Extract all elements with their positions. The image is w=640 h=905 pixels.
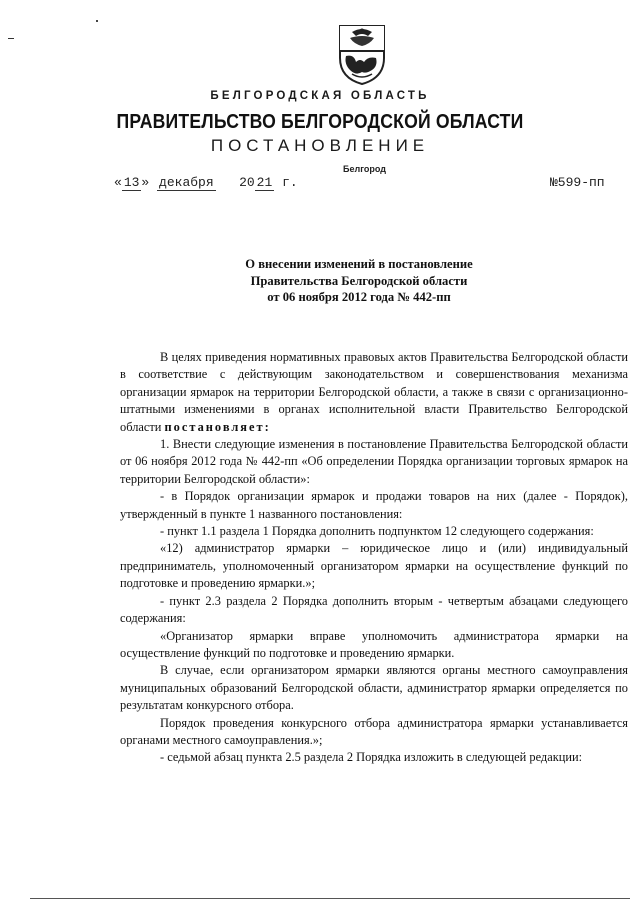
paragraph-organizer: «Организатор ярмарки вправе уполномочить администратора ярмарки на осуществление функций по подготовке и проведению ярмарки.	[120, 628, 628, 660]
paragraph-selection-procedure: Порядок проведения конкурсного отбора администратора ярмарки устанавливается органами местного самоуправления.»;	[120, 715, 628, 747]
document-type: ПОСТАНОВЛЕНИЕ	[210, 136, 430, 155]
date-year-prefix: 20	[239, 175, 255, 190]
preamble-text: В целях приведения нормативных правовых актов Правительства Белгородской области в соответствие с действующим законодательством и совершенствования механизма организации ярмарок на территории Белгородской области, а также в связи с организационно-штатными изменениями в органах исполнительной власти Правительство Белгородской области	[120, 350, 628, 434]
region-name: БЕЛГОРОДСКАЯ ОБЛАСТЬ	[210, 90, 430, 102]
page-bottom-edge	[30, 898, 630, 899]
city-name: Белгород	[343, 164, 386, 174]
date-close-quote: »	[141, 175, 150, 190]
margin-mark	[8, 38, 14, 39]
title-line-1: О внесении изменений в постановление	[245, 257, 473, 271]
government-name: ПРАВИТЕЛЬСТВО БЕЛГОРОДСКОЙ ОБЛАСТИ	[116, 110, 524, 133]
document-body	[120, 349, 628, 767]
scan-dot	[96, 20, 98, 22]
coat-of-arms-emblem	[334, 22, 390, 86]
date-year-unit: г.	[282, 175, 298, 190]
paragraph-point-2-5: - седьмой абзац пункта 2.5 раздела 2 Порядка изложить в следующей редакции:	[160, 750, 583, 765]
paragraph-amend-order: - в Порядок организации ярмарок и продажи товаров на них (далее - Порядок), утвержденный в пункте 1 названного постановления:	[120, 489, 628, 521]
paragraph-preamble	[120, 349, 628, 436]
document-title	[0, 256, 640, 306]
title-line-2: Правительства Белгородской области	[250, 273, 468, 288]
date-open-quote: «	[114, 175, 122, 190]
paragraph-subpoint-12: «12) администратор ярмарки – юридическое лицо и (или) индивидуальный предприниматель, уполномоченный организатором ярмарки на осуществление функций по подготовке и проведению ярмарки.»;	[120, 541, 628, 591]
date-month: декабря	[159, 175, 214, 190]
title-line-3: от 06 ноября 2012 года № 442-пп	[267, 290, 451, 304]
paragraph-local-govt: В случае, если организатором ярмарки являются органы местного самоуправления муниципальных образований Белгородской области, администратор ярмарки определяется по результатам конкурсного отбора.	[120, 663, 628, 713]
document-number: №599-пп	[550, 175, 605, 190]
paragraph-point-1-1: - пункт 1.1 раздела 1 Порядка дополнить подпунктом 12 следующего содержания:	[160, 524, 594, 539]
document-date	[114, 175, 298, 191]
paragraph-item-1: 1. Внести следующие изменения в постановление Правительства Белгородской области от 06 ноября 2012 года № 442-пп «Об определении Порядка организации торговых ярмарок на территории Белгородской области»:	[120, 437, 628, 486]
date-day: 13	[123, 175, 140, 190]
resolve-word: постановляет:	[164, 419, 271, 434]
date-year-suffix: 21	[256, 175, 273, 190]
paragraph-point-2-3: - пункт 2.3 раздела 2 Порядка дополнить вторым - четвертым абзацами следующего содержания:	[120, 593, 628, 626]
